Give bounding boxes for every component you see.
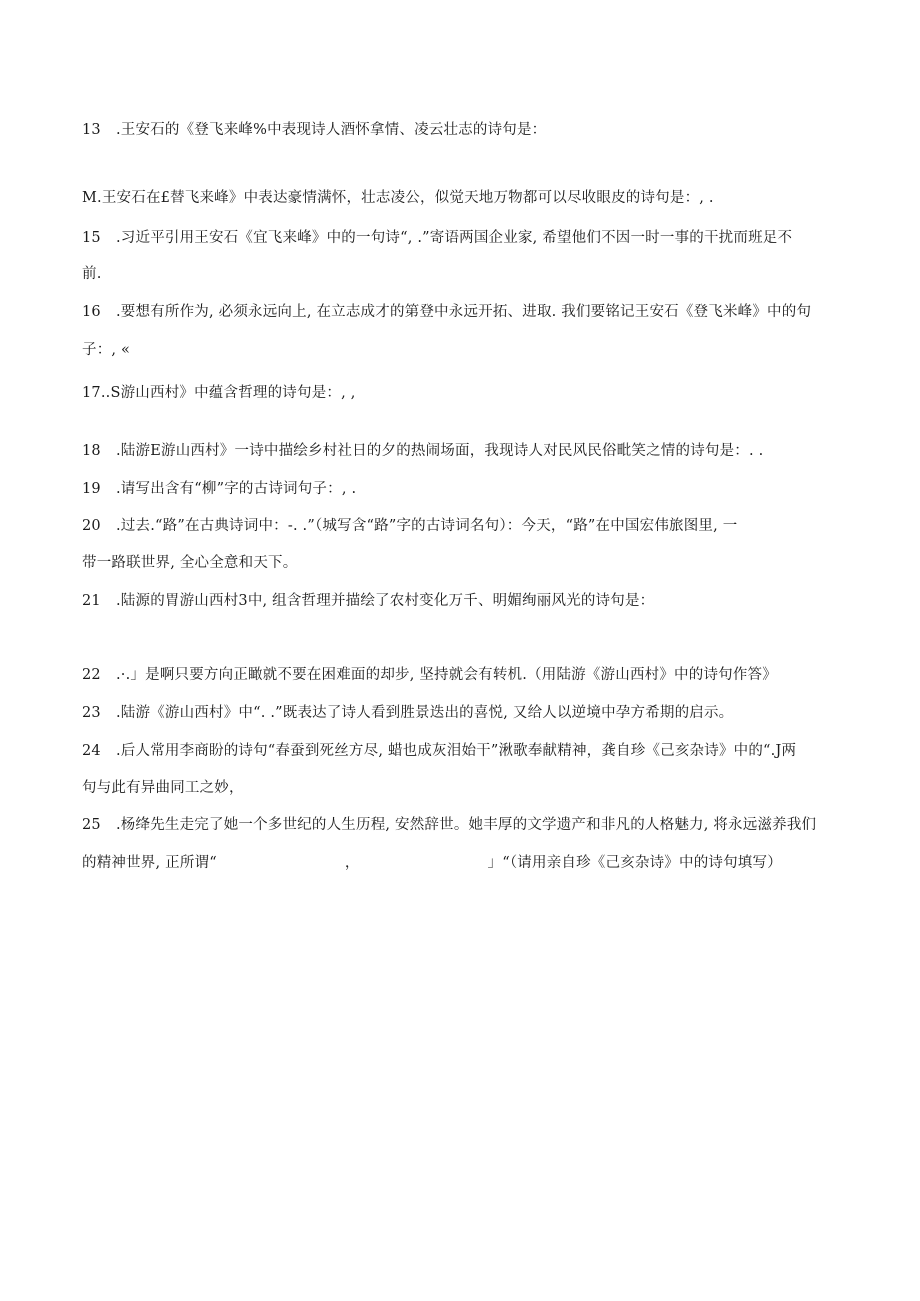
question-number: 19	[82, 481, 101, 497]
question-25	[82, 815, 842, 835]
question-text: .杨绛先生走完了她一个多世纪的人生历程, 安然辞世。她丰厚的文学遗产和非凡的人格魅力, 将永远滋养我们	[116, 817, 817, 833]
question-24-continued	[82, 778, 842, 798]
question-text: .王安石的《登飞来峰%中表现诗人酒怀拿情、凌云壮志的诗句是：	[116, 122, 547, 138]
question-text: .过去.“路”在古典诗词中：-. .”（城写含“路”字的古诗词名句）：今天，“路”在中国宏伟旅图里, 一	[116, 518, 738, 534]
question-20-continued	[82, 553, 842, 573]
question-14	[82, 188, 842, 208]
question-21	[82, 591, 842, 611]
question-number: 25	[82, 817, 101, 833]
question-text: 子：, «	[82, 342, 131, 358]
question-number: 15	[82, 230, 101, 246]
question-text: .后人常用李商盼的诗句“春蚕到死丝方尽, 蜡也成灰泪始干”湫歌奉献精神，龚自珍《己亥杂诗》中的“.J两	[116, 743, 797, 759]
question-16-continued	[82, 340, 842, 360]
question-text: 」“（请用亲自珍《己亥杂诗》中的诗句填写）	[487, 855, 782, 871]
question-23	[82, 703, 842, 723]
question-text: .陆游《游山西村》中“. .”既表达了诗人看到胜景迭出的喜悦, 又给人以逆境中孕方希期的启示。	[116, 705, 734, 721]
question-text: ，	[344, 855, 360, 871]
question-number: 21	[82, 593, 101, 609]
question-text: .习近平引用王安石《宜飞来峰》中的一句诗“, .”寄语两国企业家, 希望他们不因一时一事的干扰而班足不	[116, 230, 793, 246]
question-number: 23	[82, 705, 101, 721]
question-17	[82, 383, 842, 403]
question-text: M.王安石在£替飞来峰》中表达豪情满怀，壮志凌公，似觉天地万物都可以尽收眼皮的诗句是：, .	[82, 190, 714, 206]
question-text: .·.」是啊只要方向正瞰就不要在困难面的却步, 坚持就会有转机.（用陆游《游山西村》中的诗句作答》	[116, 667, 777, 683]
question-text: .要想有所作为, 必须永远向上, 在立志成才的第登中永远开拓、进取. 我们要铭记王安石《登飞米峰》中的句	[116, 304, 812, 320]
question-number: 18	[82, 443, 101, 459]
question-24	[82, 741, 842, 761]
question-15	[82, 228, 842, 248]
question-text: .陆游E游山西村》一诗中描绘乡村社日的夕的热闹场面，我现诗人对民风民俗毗笑之情的诗句是：. .	[116, 443, 764, 459]
question-text: 带一路联世界, 全心全意和天下。	[82, 555, 298, 571]
question-13	[82, 120, 842, 140]
question-25-continued	[82, 853, 842, 873]
question-text: 句与此有异曲同工之妙，	[82, 780, 244, 796]
question-text: .陆源的胃游山西村3中, 组含哲理并描绘了农村变化万千、明媚绚丽风光的诗句是：	[116, 593, 655, 609]
question-text: 的精神世界, 正所谓“	[82, 855, 217, 871]
question-16	[82, 302, 842, 322]
question-text: 前.	[82, 266, 102, 282]
question-number: 16	[82, 304, 101, 320]
question-number: 13	[82, 122, 101, 138]
question-19	[82, 479, 842, 499]
question-number: 24	[82, 743, 101, 759]
question-number: 22	[82, 667, 101, 683]
question-22	[82, 665, 842, 685]
question-18	[82, 441, 842, 461]
question-15-continued	[82, 264, 842, 284]
question-text: .请写出含有“柳”字的古诗词句子：, .	[116, 481, 357, 497]
question-20	[82, 516, 842, 536]
question-text: 17..S游山西村》中蕴含哲理的诗句是：, ,	[82, 385, 356, 401]
question-number: 20	[82, 518, 101, 534]
